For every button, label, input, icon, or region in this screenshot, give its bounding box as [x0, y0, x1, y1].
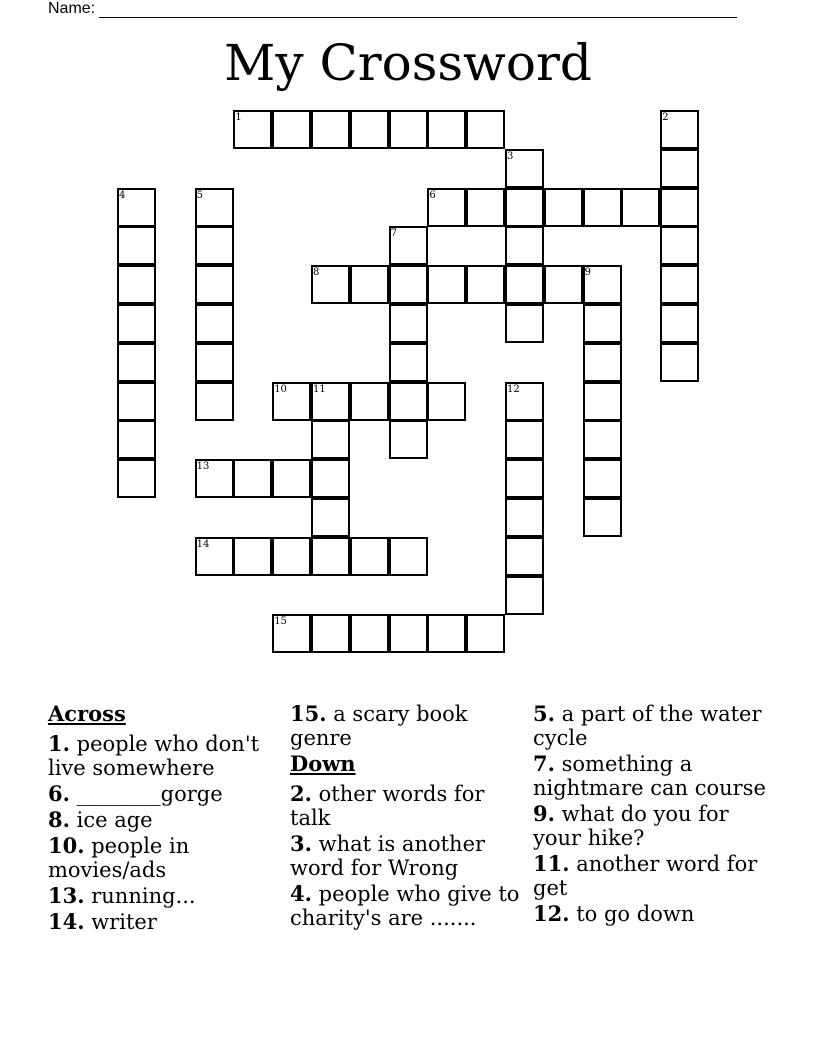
clue-number: 5.: [533, 701, 555, 726]
grid-cell[interactable]: [389, 265, 428, 304]
clue-number: 13.: [48, 883, 85, 908]
grid-cell[interactable]: [117, 343, 156, 382]
down-heading: Down: [290, 751, 356, 776]
clue-number-10: 10: [274, 383, 287, 395]
grid-cell[interactable]: [272, 459, 311, 498]
grid-cell[interactable]: [466, 614, 505, 653]
grid-cell[interactable]: [311, 459, 350, 498]
clue-column-1: [48, 700, 288, 936]
grid-cell[interactable]: [350, 382, 389, 421]
grid-cell[interactable]: [272, 110, 311, 149]
grid-cell[interactable]: [660, 226, 699, 265]
grid-cell[interactable]: [583, 343, 622, 382]
grid-cell[interactable]: [660, 304, 699, 343]
clue-down-9: [533, 802, 773, 850]
grid-cell[interactable]: [311, 614, 350, 653]
clue-number-11: 11: [313, 383, 326, 395]
grid-cell[interactable]: [544, 265, 583, 304]
page-title: My Crossword: [224, 34, 592, 92]
clue-number: 10.: [48, 833, 85, 858]
grid-cell[interactable]: [389, 537, 428, 576]
grid-cell[interactable]: [427, 382, 466, 421]
grid-cell[interactable]: [195, 304, 234, 343]
clue-text: what do you for your hike?: [533, 802, 729, 850]
grid-cell[interactable]: [350, 265, 389, 304]
grid-cell[interactable]: [544, 188, 583, 227]
clue-text: ________gorge: [76, 782, 223, 806]
clue-number: 14.: [48, 909, 85, 934]
clue-number: 2.: [290, 781, 312, 806]
grid-cell[interactable]: [117, 265, 156, 304]
clue-column-3: [533, 700, 773, 928]
clue-across-15: [290, 702, 530, 750]
clue-text: to go down: [576, 902, 695, 926]
grid-cell[interactable]: [660, 343, 699, 382]
grid-cell[interactable]: [389, 110, 428, 149]
grid-cell[interactable]: [311, 420, 350, 459]
grid-cell[interactable]: [311, 498, 350, 537]
clue-column-2: [290, 700, 530, 932]
grid-cell[interactable]: [117, 420, 156, 459]
grid-cell[interactable]: [427, 265, 466, 304]
grid-cell[interactable]: [621, 188, 660, 227]
grid-cell[interactable]: [660, 188, 699, 227]
clue-number-7: 7: [390, 228, 397, 240]
clue-text: something a nightmare can course: [533, 752, 766, 800]
clue-number-8: 8: [313, 267, 320, 279]
grid-cell[interactable]: [117, 382, 156, 421]
clue-number: 15.: [290, 701, 327, 726]
clue-number-2: 2: [662, 112, 669, 123]
grid-cell[interactable]: [505, 498, 544, 537]
clue-number: 11.: [533, 851, 570, 876]
grid-cell[interactable]: [389, 343, 428, 382]
clue-number-13: 13: [196, 461, 210, 473]
grid-cell[interactable]: [583, 459, 622, 498]
grid-cell[interactable]: [583, 304, 622, 343]
grid-cell[interactable]: [505, 188, 544, 227]
clue-across-10: [48, 834, 288, 882]
grid-cell[interactable]: [505, 459, 544, 498]
clue-across-8: [48, 808, 288, 832]
clue-text: ice age: [76, 808, 153, 832]
grid-cell[interactable]: [427, 110, 466, 149]
clue-number: 12.: [533, 901, 570, 926]
grid-cell[interactable]: [195, 382, 234, 421]
grid-cell[interactable]: [117, 304, 156, 343]
clue-down-11: [533, 852, 773, 900]
clue-down-5: [533, 702, 773, 750]
clue-number: 6.: [48, 781, 70, 806]
clue-number-14: 14: [196, 538, 210, 550]
clue-number-9: 9: [584, 267, 591, 279]
grid-cell[interactable]: [233, 459, 272, 498]
grid-cell[interactable]: [117, 226, 156, 265]
clue-number-3: 3: [507, 150, 514, 162]
clue-number-15: 15: [274, 616, 287, 628]
clue-text: running...: [91, 884, 196, 908]
grid-cell[interactable]: [660, 149, 699, 188]
grid-cell[interactable]: [505, 576, 544, 615]
grid-cell[interactable]: [350, 110, 389, 149]
clue-text: people who give to charity's are .......: [290, 882, 520, 930]
clue-text: a part of the water cycle: [533, 702, 762, 750]
grid-cell[interactable]: [311, 537, 350, 576]
clue-number-12: 12: [507, 383, 520, 395]
grid-cell[interactable]: [427, 614, 466, 653]
grid-cell[interactable]: [583, 420, 622, 459]
clue-across-13: [48, 884, 288, 908]
clue-number-4: 4: [119, 189, 126, 201]
clue-across-1: [48, 732, 288, 780]
grid-cell[interactable]: [505, 304, 544, 343]
grid-cell[interactable]: [583, 382, 622, 421]
clue-text: writer: [91, 910, 157, 934]
across-heading: Across: [48, 701, 126, 726]
grid-cell[interactable]: [233, 537, 272, 576]
clue-number: 9.: [533, 801, 555, 826]
clue-text: what is another word for Wrong: [290, 832, 486, 880]
clue-across-14: [48, 910, 288, 934]
clue-text: people who don't live somewhere: [48, 732, 260, 780]
clue-text: a scary book genre: [290, 702, 468, 750]
clue-number: 7.: [533, 751, 555, 776]
clue-text: people in movies/ads: [48, 834, 190, 882]
grid-cell[interactable]: [311, 110, 350, 149]
name-label: Name:: [48, 0, 96, 17]
grid-cell[interactable]: [195, 343, 234, 382]
clue-text: other words for talk: [290, 782, 485, 830]
grid-cell[interactable]: [117, 459, 156, 498]
clue-number: 1.: [48, 731, 70, 756]
grid-cell[interactable]: [583, 498, 622, 537]
grid-cell[interactable]: [389, 382, 428, 421]
grid-cell[interactable]: [505, 265, 544, 304]
grid-cell[interactable]: [389, 304, 428, 343]
grid-cell[interactable]: [466, 188, 505, 227]
clue-number-1: 1: [235, 112, 242, 123]
grid-cell[interactable]: [505, 420, 544, 459]
grid-cell[interactable]: [660, 265, 699, 304]
clue-down-4: [290, 882, 530, 930]
grid-cell[interactable]: [583, 188, 622, 227]
clue-down-3: [290, 832, 530, 880]
grid-cell[interactable]: [389, 420, 428, 459]
grid-cell[interactable]: [466, 265, 505, 304]
grid-cell[interactable]: [389, 614, 428, 653]
clue-across-6: [48, 782, 288, 806]
grid-cell[interactable]: [272, 537, 311, 576]
clue-number: 4.: [290, 881, 312, 906]
grid-cell[interactable]: [350, 614, 389, 653]
clue-number-6: 6: [429, 189, 436, 201]
grid-cell[interactable]: [350, 537, 389, 576]
grid-cell[interactable]: [505, 226, 544, 265]
grid-cell[interactable]: [466, 110, 505, 149]
clue-down-7: [533, 752, 773, 800]
grid-cell[interactable]: [195, 265, 234, 304]
clue-number: 8.: [48, 807, 70, 832]
clue-down-12: [533, 902, 773, 926]
grid-cell[interactable]: [505, 537, 544, 576]
clue-text: another word for get: [533, 852, 758, 900]
clue-number-5: 5: [196, 189, 203, 201]
clue-number: 3.: [290, 831, 312, 856]
clue-down-2: [290, 782, 530, 830]
grid-cell[interactable]: [195, 226, 234, 265]
